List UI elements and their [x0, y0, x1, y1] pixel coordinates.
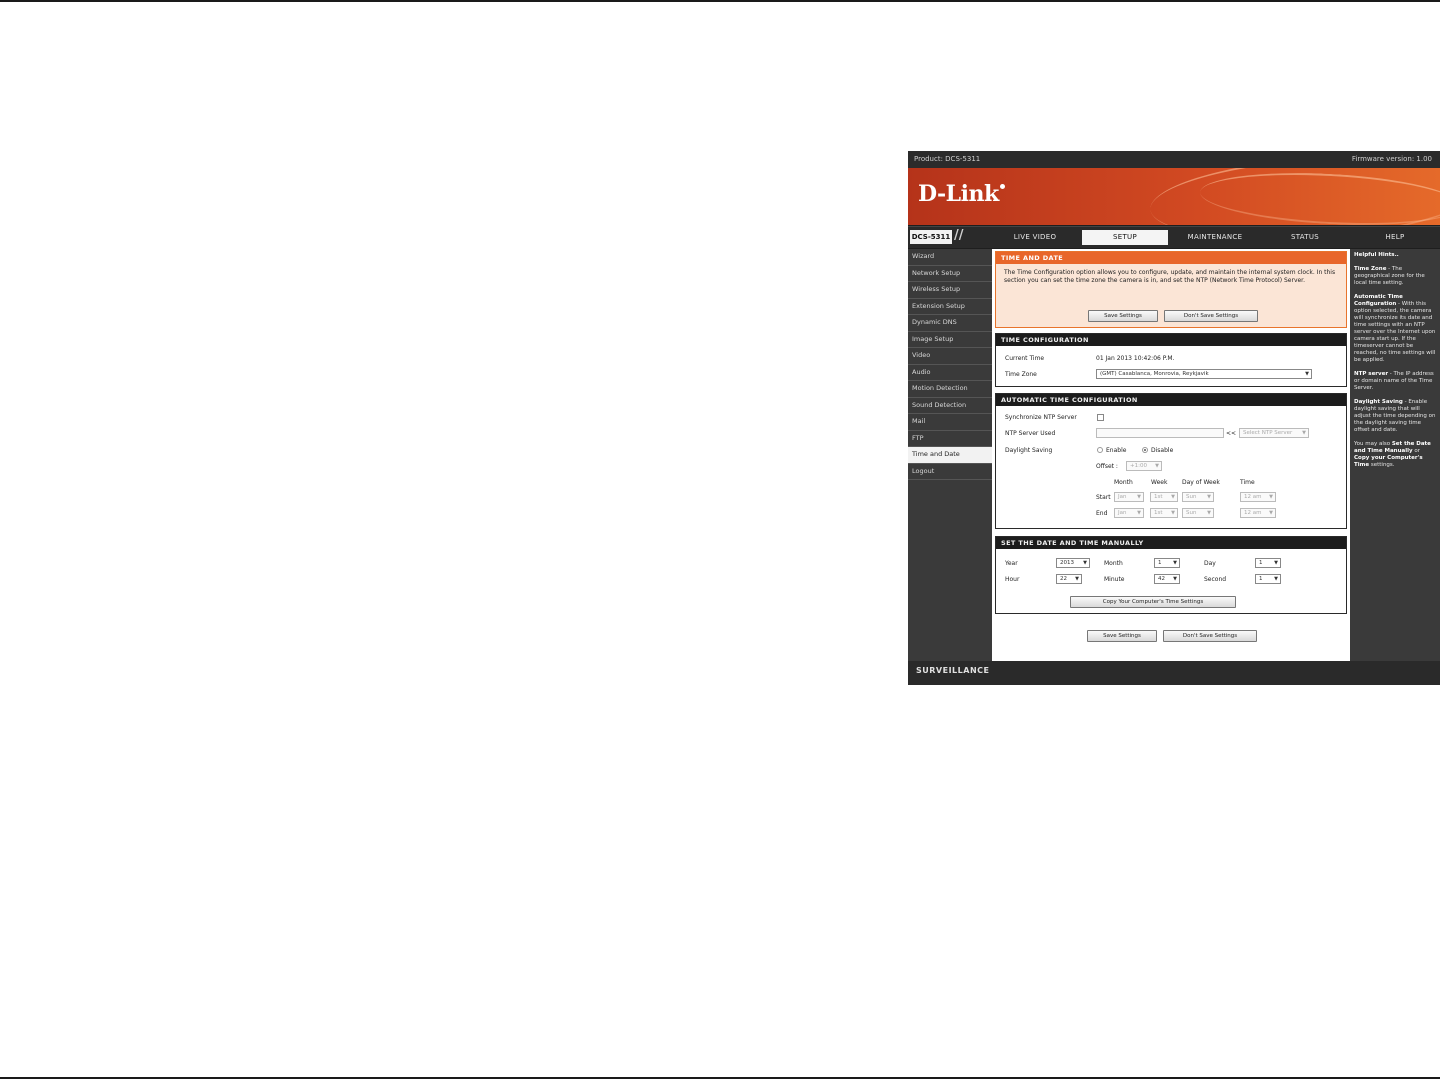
sidebar-item-network-setup[interactable]: Network Setup	[908, 266, 992, 283]
chevron-down-icon: ▼	[1171, 510, 1175, 516]
slash-decoration: //	[954, 228, 964, 243]
chevron-down-icon: ▼	[1269, 510, 1273, 516]
daylight-disable-label: Disable	[1151, 447, 1174, 454]
sidebar-item-dynamic-dns[interactable]: Dynamic DNS	[908, 315, 992, 332]
help-manual-bold-1: Set the Date and Time Manually	[1354, 441, 1431, 454]
year-select[interactable]: 2013 ▼	[1056, 558, 1090, 568]
help-manual-bold-2: Copy your Computer's Time	[1354, 455, 1423, 468]
start-time-select[interactable]: 12 am ▼	[1240, 492, 1276, 502]
second-label: Second	[1204, 576, 1227, 583]
surveillance-footer: SURVEILLANCE	[908, 661, 1440, 685]
ntp-server-used-label: NTP Server Used	[1005, 430, 1056, 437]
ntp-copy-arrows: <<	[1226, 430, 1237, 437]
chevron-down-icon: ▼	[1083, 560, 1087, 566]
end-day-select[interactable]: Sun ▼	[1182, 508, 1214, 518]
bottom-dont-save-settings-button[interactable]: Don't Save Settings	[1163, 630, 1257, 642]
help-manual-mid: or	[1412, 448, 1420, 454]
page-bottom-rule	[0, 1077, 1440, 1079]
offset-label: Offset :	[1096, 463, 1118, 470]
time-zone-select[interactable]: (GMT) Casablanca, Monrovia, Reykjavik ▼	[1096, 369, 1312, 379]
sidebar-item-wizard[interactable]: Wizard	[908, 249, 992, 266]
synchronize-ntp-checkbox[interactable]	[1097, 414, 1104, 421]
setup-sidebar	[908, 249, 992, 661]
page-top-rule	[0, 0, 1440, 2]
current-time-label: Current Time	[1005, 355, 1045, 362]
ntp-server-input[interactable]	[1096, 428, 1224, 438]
chevron-down-icon: ▼	[1302, 430, 1306, 436]
bottom-save-settings-button[interactable]: Save Settings	[1087, 630, 1157, 642]
sidebar-item-time-and-date[interactable]: Time and Date	[908, 447, 992, 464]
daylight-saving-label: Daylight Saving	[1005, 447, 1053, 454]
chevron-down-icon: ▼	[1274, 560, 1278, 566]
tab-live-video[interactable]: LIVE VIDEO	[1013, 233, 1057, 241]
sidebar-item-motion-detection[interactable]: Motion Detection	[908, 381, 992, 398]
intro-panel	[995, 251, 1347, 328]
sidebar-item-audio[interactable]: Audio	[908, 365, 992, 382]
help-ntp-text: - The IP address or domain name of the Time Server.	[1354, 371, 1434, 391]
end-time-select[interactable]: 12 am ▼	[1240, 508, 1276, 518]
offset-select[interactable]: +1:00 ▼	[1126, 461, 1162, 471]
start-month-select[interactable]: Jan ▼	[1114, 492, 1144, 502]
chevron-down-icon: ▼	[1207, 494, 1211, 500]
chevron-down-icon: ▼	[1171, 494, 1175, 500]
second-select[interactable]: 1 ▼	[1255, 574, 1281, 584]
current-time-value: 01 Jan 2013 10:42:06 P.M.	[1096, 355, 1175, 362]
brand-banner	[908, 168, 1440, 225]
dlink-logo: D-Link	[918, 181, 1005, 207]
help-manual-suffix: settings.	[1369, 462, 1395, 468]
daylight-enable-radio[interactable]	[1097, 447, 1103, 453]
sidebar-item-ftp[interactable]: FTP	[908, 431, 992, 448]
main-nav	[908, 226, 1440, 248]
sidebar-item-extension-setup[interactable]: Extension Setup	[908, 299, 992, 316]
month-label: Month	[1104, 560, 1123, 567]
copy-computer-time-button[interactable]: Copy Your Computer's Time Settings	[1070, 596, 1236, 608]
chevron-down-icon: ▼	[1274, 576, 1278, 582]
automatic-time-configuration-panel	[995, 393, 1347, 529]
minute-label: Minute	[1104, 576, 1125, 583]
week-column-header: Week	[1151, 479, 1168, 486]
top-info-bar	[908, 151, 1440, 168]
day-label: Day	[1204, 560, 1216, 567]
help-tz-title: Time Zone	[1354, 266, 1387, 272]
sidebar-item-video[interactable]: Video	[908, 348, 992, 365]
daylight-disable-radio[interactable]	[1142, 447, 1148, 453]
dont-save-settings-button[interactable]: Don't Save Settings	[1164, 310, 1258, 322]
helpful-hints-panel	[1350, 249, 1440, 661]
automatic-time-configuration-title: AUTOMATIC TIME CONFIGURATION	[996, 394, 1346, 406]
synchronize-ntp-label: Synchronize NTP Server	[1005, 414, 1077, 421]
model-badge: DCS-5311	[910, 230, 952, 244]
end-week-select[interactable]: 1st ▼	[1150, 508, 1178, 518]
sidebar-item-wireless-setup[interactable]: Wireless Setup	[908, 282, 992, 299]
day-of-week-column-header: Day of Week	[1182, 479, 1220, 486]
help-manual-prefix: You may also	[1354, 441, 1392, 447]
minute-select[interactable]: 42 ▼	[1154, 574, 1180, 584]
day-select[interactable]: 1 ▼	[1255, 558, 1281, 568]
help-dst-title: Daylight Saving	[1354, 399, 1403, 405]
tab-setup[interactable]: SETUP	[1082, 230, 1168, 245]
hour-label: Hour	[1005, 576, 1020, 583]
chevron-down-icon: ▼	[1075, 576, 1079, 582]
end-month-select[interactable]: Jan ▼	[1114, 508, 1144, 518]
sidebar-item-image-setup[interactable]: Image Setup	[908, 332, 992, 349]
start-label: Start	[1096, 494, 1111, 501]
start-week-select[interactable]: 1st ▼	[1150, 492, 1178, 502]
product-label: Product: DCS-5311	[914, 155, 981, 163]
time-zone-label: Time Zone	[1005, 371, 1037, 378]
ntp-server-select[interactable]: Select NTP Server ▼	[1239, 428, 1309, 438]
help-auto-text: - With this option selected, the camera will synchronize its date and time settings with an NTP server over the Internet upon camera start up. If the timeserver cannot be reached, no time settings will be applied.	[1354, 301, 1436, 363]
help-ntp-title: NTP server	[1354, 371, 1389, 377]
sidebar-item-sound-detection[interactable]: Sound Detection	[908, 398, 992, 415]
chevron-down-icon: ▼	[1305, 371, 1309, 377]
end-label: End	[1096, 510, 1108, 517]
chevron-down-icon: ▼	[1137, 510, 1141, 516]
tab-status[interactable]: STATUS	[1290, 233, 1320, 241]
sidebar-item-logout[interactable]: Logout	[908, 464, 992, 481]
chevron-down-icon: ▼	[1155, 463, 1159, 469]
firmware-label: Firmware version: 1.00	[1351, 155, 1432, 163]
help-dst-text: - Enable daylight saving that will adjust the time depending on the daylight saving time offset and date.	[1354, 399, 1436, 433]
year-label: Year	[1005, 560, 1018, 567]
tab-maintenance[interactable]: MAINTENANCE	[1187, 233, 1243, 241]
help-heading: Helpful Hints..	[1354, 252, 1399, 258]
chevron-down-icon: ▼	[1137, 494, 1141, 500]
help-tz-text: - The geographical zone for the local time setting.	[1354, 266, 1425, 286]
chevron-down-icon: ▼	[1269, 494, 1273, 500]
tab-help[interactable]: HELP	[1385, 233, 1405, 241]
help-auto-title: Automatic Time Configuration	[1354, 294, 1403, 307]
month-select[interactable]: 1 ▼	[1154, 558, 1180, 568]
chevron-down-icon: ▼	[1173, 560, 1177, 566]
hour-select[interactable]: 22 ▼	[1056, 574, 1082, 584]
intro-title: TIME AND DATE	[996, 252, 1346, 264]
chevron-down-icon: ▼	[1173, 576, 1177, 582]
manual-date-time-panel	[995, 536, 1347, 614]
start-day-select[interactable]: Sun ▼	[1182, 492, 1214, 502]
time-column-header: Time	[1240, 479, 1255, 486]
chevron-down-icon: ▼	[1207, 510, 1211, 516]
time-configuration-panel	[995, 333, 1347, 387]
sidebar-item-mail[interactable]: Mail	[908, 414, 992, 431]
time-configuration-title: TIME CONFIGURATION	[996, 334, 1346, 346]
month-column-header: Month	[1114, 479, 1133, 486]
intro-description: The Time Configuration option allows you to configure, update, and maintain the internal system clock. In this section you can set the time zone the camera is in, and set the NTP (Network Time Protocol) Server.	[1004, 269, 1336, 284]
manual-date-time-title: SET THE DATE AND TIME MANUALLY	[996, 537, 1346, 549]
camera-web-ui	[908, 151, 1440, 685]
daylight-enable-label: Enable	[1106, 447, 1127, 454]
main-content	[992, 249, 1350, 661]
save-settings-button[interactable]: Save Settings	[1088, 310, 1158, 322]
